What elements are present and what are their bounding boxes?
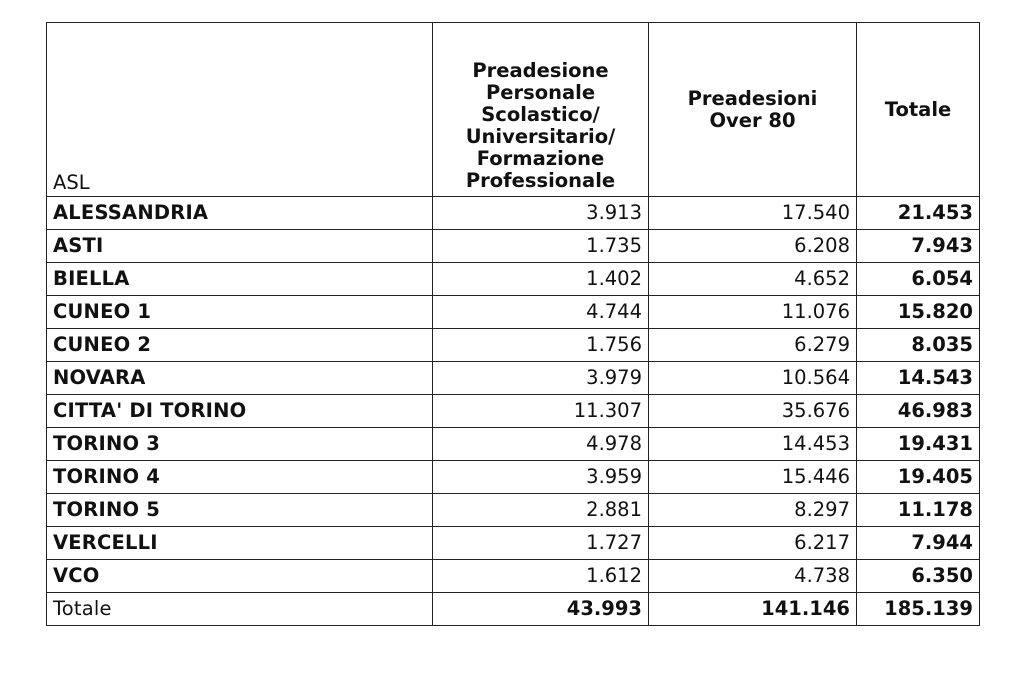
table-row: [47, 428, 980, 461]
header-preadesione-line: Scolastico/: [481, 103, 600, 126]
totale-cell: 15.820: [857, 296, 980, 329]
totale-cell: 14.543: [857, 362, 980, 395]
table-row: [47, 197, 980, 230]
asl-name-cell: ASTI: [47, 230, 433, 263]
total-label-cell: Totale: [47, 593, 433, 626]
header-preadesione-line: Professionale: [465, 169, 616, 192]
over80-cell: 11.076: [649, 296, 857, 329]
asl-name-cell: ALESSANDRIA: [47, 197, 433, 230]
table-row: [47, 527, 980, 560]
asl-name-cell: TORINO 3: [47, 428, 433, 461]
table-header-row: [47, 23, 980, 197]
total-over80-cell: 141.146: [649, 593, 857, 626]
preadesione-cell: 1.735: [433, 230, 649, 263]
asl-name-cell: TORINO 5: [47, 494, 433, 527]
asl-name-cell: TORINO 4: [47, 461, 433, 494]
asl-name-cell: VCO: [47, 560, 433, 593]
table-row: [47, 230, 980, 263]
totale-cell: 11.178: [857, 494, 980, 527]
totale-cell: 7.943: [857, 230, 980, 263]
over80-cell: 8.297: [649, 494, 857, 527]
table-row: [47, 362, 980, 395]
total-preadesione-cell: 43.993: [433, 593, 649, 626]
asl-preadesioni-table: [46, 22, 980, 626]
preadesione-cell: 11.307: [433, 395, 649, 428]
header-asl: ASL: [47, 23, 433, 197]
table-row: [47, 395, 980, 428]
header-over80-line: Preadesioni: [687, 86, 818, 110]
table-total-row: [47, 593, 980, 626]
header-preadesioni-over80: [649, 23, 857, 197]
over80-cell: 35.676: [649, 395, 857, 428]
totale-cell: 6.054: [857, 263, 980, 296]
preadesione-cell: 1.612: [433, 560, 649, 593]
header-preadesione-line: Universitario/: [465, 125, 616, 148]
preadesione-cell: 4.744: [433, 296, 649, 329]
over80-cell: 4.652: [649, 263, 857, 296]
table-row: [47, 329, 980, 362]
preadesione-cell: 3.913: [433, 197, 649, 230]
table-row: [47, 296, 980, 329]
header-preadesione-personale: [433, 23, 649, 197]
totale-cell: 19.405: [857, 461, 980, 494]
table-row: [47, 494, 980, 527]
header-preadesione-line: Formazione: [476, 147, 605, 170]
table-row: [47, 461, 980, 494]
total-totale-cell: 185.139: [857, 593, 980, 626]
preadesione-cell: 4.978: [433, 428, 649, 461]
over80-cell: 15.446: [649, 461, 857, 494]
asl-name-cell: VERCELLI: [47, 527, 433, 560]
preadesione-cell: 1.402: [433, 263, 649, 296]
header-preadesione-line: Personale: [485, 81, 596, 104]
asl-name-cell: CUNEO 1: [47, 296, 433, 329]
totale-cell: 46.983: [857, 395, 980, 428]
preadesione-cell: 2.881: [433, 494, 649, 527]
totale-cell: 19.431: [857, 428, 980, 461]
over80-cell: 17.540: [649, 197, 857, 230]
totale-cell: 21.453: [857, 197, 980, 230]
header-over80-line: Over 80: [709, 108, 796, 132]
over80-cell: 6.279: [649, 329, 857, 362]
preadesione-cell: 1.756: [433, 329, 649, 362]
asl-name-cell: CUNEO 2: [47, 329, 433, 362]
totale-cell: 8.035: [857, 329, 980, 362]
table-row: [47, 263, 980, 296]
header-totale: Totale: [857, 23, 980, 197]
totale-cell: 7.944: [857, 527, 980, 560]
table-row: [47, 560, 980, 593]
over80-cell: 10.564: [649, 362, 857, 395]
header-preadesione-line: Preadesione: [472, 59, 609, 82]
totale-cell: 6.350: [857, 560, 980, 593]
asl-name-cell: NOVARA: [47, 362, 433, 395]
over80-cell: 4.738: [649, 560, 857, 593]
asl-name-cell: CITTA' DI TORINO: [47, 395, 433, 428]
preadesione-cell: 3.979: [433, 362, 649, 395]
over80-cell: 6.208: [649, 230, 857, 263]
over80-cell: 6.217: [649, 527, 857, 560]
over80-cell: 14.453: [649, 428, 857, 461]
preadesione-cell: 1.727: [433, 527, 649, 560]
asl-name-cell: BIELLA: [47, 263, 433, 296]
preadesione-cell: 3.959: [433, 461, 649, 494]
